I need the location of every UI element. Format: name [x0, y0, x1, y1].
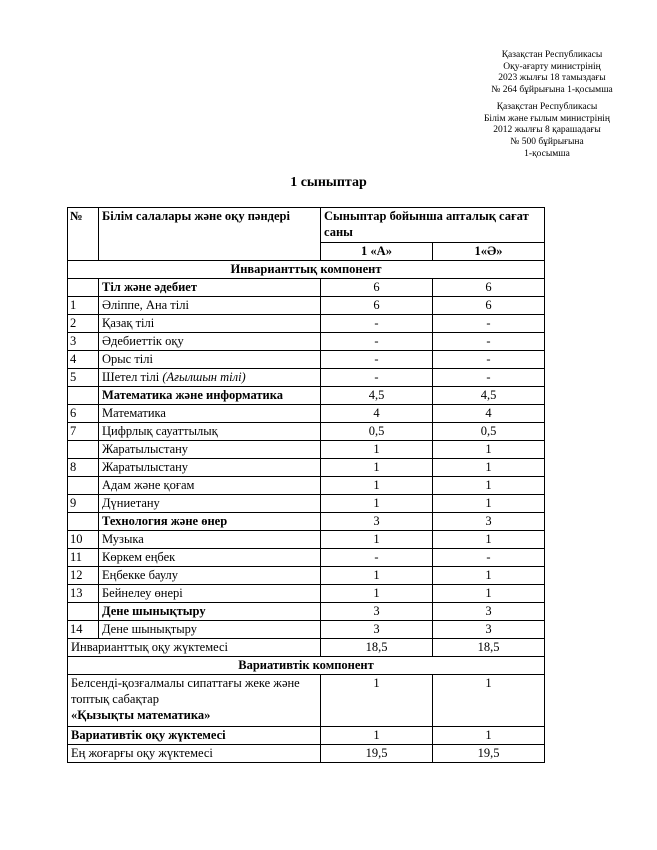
subject-name-text: Музыка: [102, 532, 144, 546]
hours-class-b: 3: [433, 603, 545, 621]
row-number: 5: [68, 369, 99, 387]
table-row: [68, 297, 545, 315]
table-row: [68, 333, 545, 351]
header-line: Оқу-ағарту министрінің: [503, 61, 601, 72]
subject-name: [99, 567, 321, 585]
header-line: 1-қосымша: [524, 148, 570, 159]
row-number: 13: [68, 585, 99, 603]
hours-class-a: 4,5: [321, 387, 433, 405]
table-row: [68, 531, 545, 549]
subject-name-text: Дене шынықтыру: [102, 622, 197, 636]
invariant-load-label: Инварианттық оқу жүктемесі: [68, 639, 321, 657]
subject-name: [99, 585, 321, 603]
hours-class-b: 6: [433, 279, 545, 297]
subject-name-text: Еңбекке баулу: [102, 568, 179, 582]
table-row: [68, 315, 545, 333]
hours-class-a: 4: [321, 405, 433, 423]
header-line: Қазақстан Республикасы: [501, 50, 603, 60]
table-row: [68, 603, 545, 621]
subject-name: [99, 333, 321, 351]
hours-class-b: 1: [433, 585, 545, 603]
row-number: 8: [68, 459, 99, 477]
header-line: Білім және ғылым министрінің: [483, 113, 611, 124]
hours-class-b: 1: [433, 495, 545, 513]
row-number: [68, 513, 99, 531]
hours-class-a: 1: [321, 441, 433, 459]
section-row: [68, 261, 545, 279]
invariant-load-a: 18,5: [321, 639, 433, 657]
header-line: Қазақстан Республикасы: [496, 102, 598, 112]
hours-class-b: 4: [433, 405, 545, 423]
table-row: [68, 495, 545, 513]
subject-name-text: Математика: [102, 406, 166, 420]
header-line: 2012 жылғы 8 қарашадағы: [493, 125, 601, 136]
subject-name: [99, 351, 321, 369]
hours-class-b: 6: [433, 297, 545, 315]
hours-class-b: 1: [433, 441, 545, 459]
hours-class-a: 1: [321, 459, 433, 477]
subject-name-text: Тіл және әдебиет: [102, 280, 197, 294]
max-load-label: Ең жоғарғы оқу жүктемесі: [68, 745, 321, 763]
header-line: № 500 бұйрығына: [510, 137, 584, 148]
subject-name-text: Жаратылыстану: [102, 460, 189, 474]
page-title: 1 сыныптар: [290, 175, 367, 190]
approval-header-2012: [477, 102, 617, 161]
row-number: 2: [68, 315, 99, 333]
table-row: [68, 387, 545, 405]
row-number: 3: [68, 333, 99, 351]
variative-load-label: Вариативтік оқу жүктемесі: [68, 727, 321, 745]
row-number: 14: [68, 621, 99, 639]
variative-row-b: 1: [433, 675, 545, 727]
approval-header-2023: [487, 50, 617, 97]
col-num-header: №: [68, 208, 99, 261]
subject-name-text: Әдебиеттік оқу: [102, 334, 184, 348]
hours-class-b: 4,5: [433, 387, 545, 405]
table-row: [68, 279, 545, 297]
hours-class-a: 3: [321, 621, 433, 639]
hours-class-b: 3: [433, 513, 545, 531]
table-row: [68, 351, 545, 369]
subject-name: [99, 387, 321, 405]
row-number: [68, 279, 99, 297]
hours-class-a: -: [321, 351, 433, 369]
subject-name: [99, 549, 321, 567]
variative-load-b: 1: [433, 727, 545, 745]
hours-class-a: 1: [321, 495, 433, 513]
table-row: [68, 513, 545, 531]
curriculum-table: [67, 207, 545, 763]
subject-name: [99, 459, 321, 477]
row-number: 10: [68, 531, 99, 549]
hours-class-a: 1: [321, 585, 433, 603]
subject-name: [99, 603, 321, 621]
table-row: [68, 585, 545, 603]
subject-name-text: Бейнелеу өнері: [102, 586, 183, 600]
hours-class-a: 1: [321, 477, 433, 495]
hours-class-b: -: [433, 351, 545, 369]
invariant-load-b: 18,5: [433, 639, 545, 657]
col-subject-header: Білім салалары және оқу пәндері: [99, 208, 321, 261]
table-row: [68, 675, 545, 727]
hours-class-b: -: [433, 333, 545, 351]
row-number: [68, 603, 99, 621]
header-line: 2023 жылғы 18 тамыздағы: [498, 73, 606, 84]
row-number: 9: [68, 495, 99, 513]
max-load-b: 19,5: [433, 745, 545, 763]
variative-row-a: 1: [321, 675, 433, 727]
table-row: [68, 423, 545, 441]
subject-name-text: Көркем еңбек: [102, 550, 176, 564]
hours-class-a: 0,5: [321, 423, 433, 441]
section-row: [68, 657, 545, 675]
subject-name-text: Адам және қоғам: [102, 478, 195, 492]
hours-class-a: 1: [321, 531, 433, 549]
hours-class-a: -: [321, 333, 433, 351]
hours-class-a: -: [321, 549, 433, 567]
subject-name-text: Жаратылыстану: [102, 442, 189, 456]
hours-class-a: -: [321, 315, 433, 333]
row-number: 7: [68, 423, 99, 441]
subject-name: [99, 621, 321, 639]
table-row: [68, 477, 545, 495]
subject-name: [99, 315, 321, 333]
hours-class-b: 3: [433, 621, 545, 639]
subject-name-text: Цифрлық сауаттылық: [102, 424, 218, 438]
hours-class-a: 6: [321, 297, 433, 315]
subject-name-note: (Ағылшын тілі): [162, 370, 246, 384]
section-variative: Вариативтік компонент: [68, 657, 545, 675]
table-row: [68, 459, 545, 477]
table-row: [68, 405, 545, 423]
hours-class-b: 0,5: [433, 423, 545, 441]
hours-class-b: 1: [433, 567, 545, 585]
table-row: [68, 369, 545, 387]
subject-name: [99, 423, 321, 441]
variative-load-a: 1: [321, 727, 433, 745]
class-a-header: 1 «А»: [321, 243, 433, 261]
variative-row-bold: «Қызықты математика»: [71, 708, 211, 722]
subject-name: [99, 405, 321, 423]
variative-row-text: Белсенді-қозғалмалы сипаттағы жеке және топтық сабақтар: [71, 676, 300, 706]
subject-name: [99, 369, 321, 387]
row-number: 1: [68, 297, 99, 315]
subject-name-text: Технология және өнер: [102, 514, 228, 528]
max-load-a: 19,5: [321, 745, 433, 763]
hours-class-b: 1: [433, 531, 545, 549]
row-number: [68, 441, 99, 459]
section-invariant: Инварианттық компонент: [68, 261, 545, 279]
subject-name-text: Математика және информатика: [102, 388, 284, 402]
subject-name: [99, 531, 321, 549]
subject-name: [99, 441, 321, 459]
table-row: [68, 727, 545, 745]
hours-class-a: 6: [321, 279, 433, 297]
subject-name: [99, 495, 321, 513]
hours-class-a: -: [321, 369, 433, 387]
row-number: 12: [68, 567, 99, 585]
hours-class-a: 3: [321, 603, 433, 621]
table-row: [68, 567, 545, 585]
table-row: [68, 441, 545, 459]
hours-class-a: 1: [321, 567, 433, 585]
subject-name: [99, 297, 321, 315]
table-row: [68, 549, 545, 567]
header-line: № 264 бұйрығына 1-қосымша: [491, 85, 613, 96]
hours-class-b: -: [433, 369, 545, 387]
subject-name: [99, 279, 321, 297]
class-b-header: 1«Ә»: [433, 243, 545, 261]
row-number: 11: [68, 549, 99, 567]
row-number: 4: [68, 351, 99, 369]
subject-name-text: Орыс тілі: [102, 352, 153, 366]
variative-row-cell: [68, 675, 321, 727]
subject-name-text: Дене шынықтыру: [102, 604, 206, 618]
row-number: [68, 387, 99, 405]
table-header-row: [68, 208, 545, 243]
hours-class-b: -: [433, 315, 545, 333]
subject-name: [99, 477, 321, 495]
subject-name-text: Дүниетану: [102, 496, 160, 510]
subject-name-text: Қазақ тілі: [102, 316, 155, 330]
table-row: [68, 639, 545, 657]
subject-name: [99, 513, 321, 531]
subject-name-text: Шетел тілі: [102, 370, 163, 384]
row-number: 6: [68, 405, 99, 423]
hours-class-a: 3: [321, 513, 433, 531]
table-row: [68, 621, 545, 639]
row-number: [68, 477, 99, 495]
hours-class-b: 1: [433, 459, 545, 477]
subject-name-text: Әліппе, Ана тілі: [102, 298, 189, 312]
col-hours-header: Сыныптар бойынша апталық сағат саны: [321, 208, 545, 243]
hours-class-b: -: [433, 549, 545, 567]
hours-class-b: 1: [433, 477, 545, 495]
table-row: [68, 745, 545, 763]
